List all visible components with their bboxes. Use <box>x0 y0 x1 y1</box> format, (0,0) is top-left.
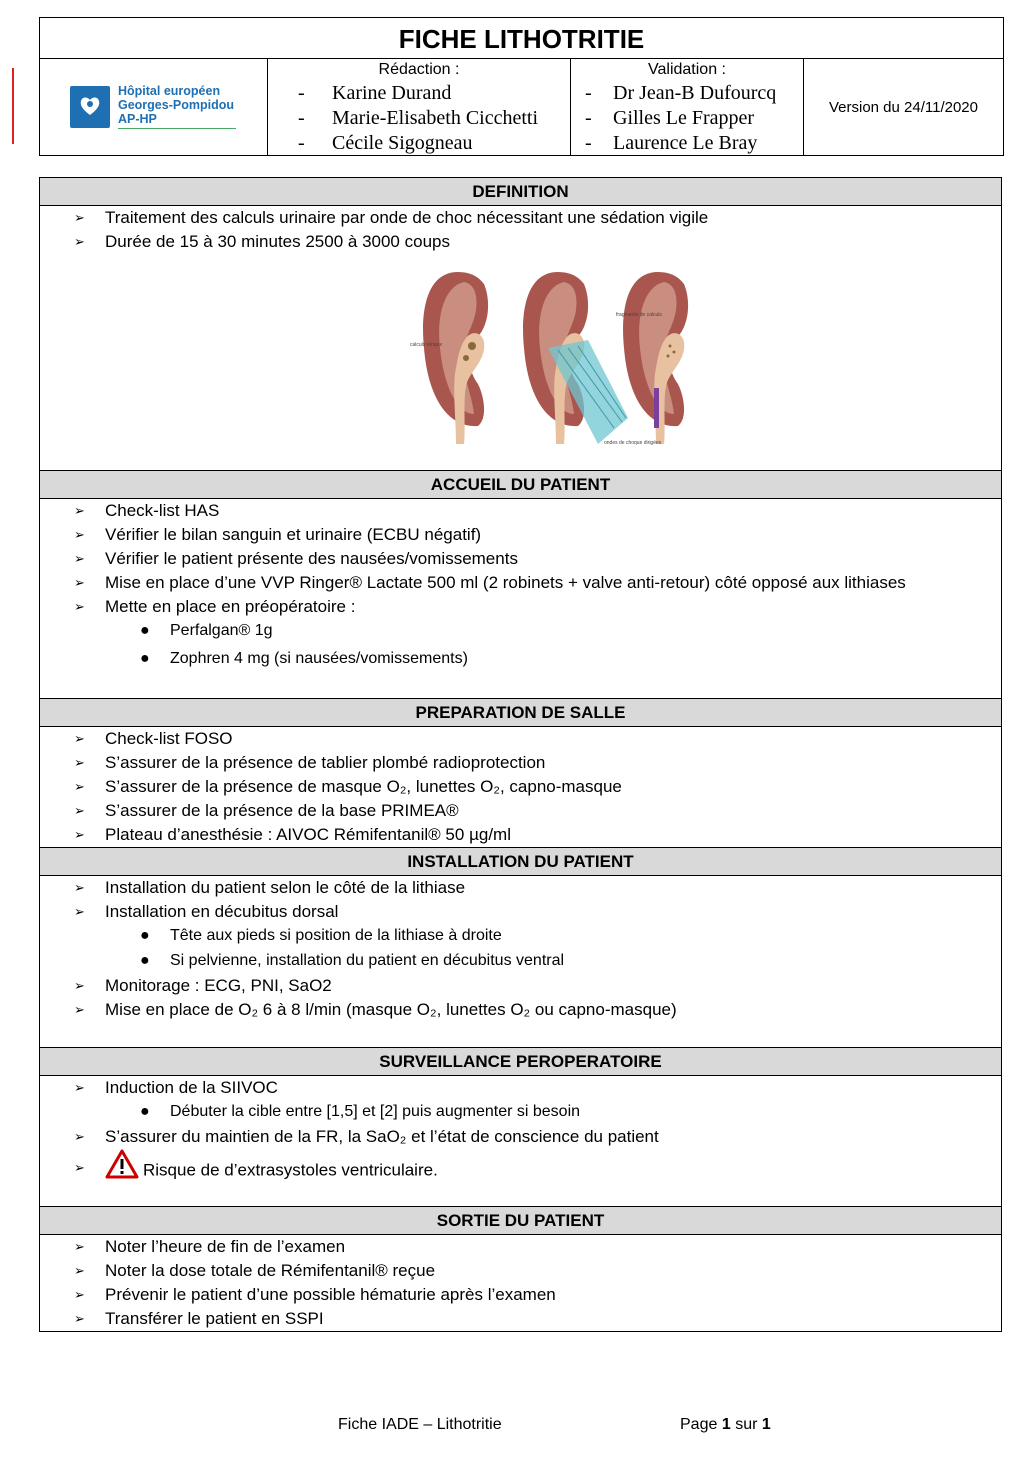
warning-triangle-icon <box>105 1149 139 1193</box>
validation-name: - Dr Jean-B Dufourcq <box>585 81 803 106</box>
bullet-dot-icon: ● <box>140 1103 150 1120</box>
sub-list-item: ● Si pelvienne, installation du patient en décubitus ventral <box>40 949 1001 974</box>
validation-name: - Laurence Le Bray <box>585 131 803 156</box>
arrow-bullet-icon: ➢ <box>74 551 85 566</box>
arrow-bullet-icon: ➢ <box>74 1160 85 1175</box>
section-title: SURVEILLANCE PEROPERATOIRE <box>40 1048 1001 1076</box>
list-item: ➢ Induction de la SIIVOC <box>40 1076 1001 1100</box>
list-item: ➢ Check-list FOSO <box>40 727 1001 751</box>
list-item: ➢ Mette en place en préopératoire : <box>40 595 1001 619</box>
section-title: PREPARATION DE SALLE <box>40 699 1001 727</box>
document-title: FICHE LITHOTRITIE <box>40 18 1003 59</box>
section-title: SORTIE DU PATIENT <box>40 1207 1001 1235</box>
arrow-bullet-icon: ➢ <box>74 978 85 993</box>
footer-title: Fiche IADE – Lithotritie <box>338 1416 502 1433</box>
arrow-bullet-icon: ➢ <box>74 1239 85 1254</box>
arrow-bullet-icon: ➢ <box>74 779 85 794</box>
list-item: ➢ Plateau d’anesthésie : AIVOC Rémifentanil® 50 µg/ml <box>40 823 1001 847</box>
hospital-logo <box>40 59 268 155</box>
list-item: ➢ Traitement des calculs urinaire par onde de choc nécessitant une sédation vigile <box>40 206 1001 230</box>
logo-text <box>118 84 234 126</box>
logo-line-3: AP-HP <box>118 112 157 126</box>
kidney-fragments-image <box>623 272 688 444</box>
section-preparation <box>39 698 1002 848</box>
logo-line-2: Georges-Pompidou <box>118 98 234 112</box>
logo-underline <box>118 128 236 129</box>
section-sortie <box>39 1206 1002 1332</box>
arrow-bullet-icon: ➢ <box>74 1287 85 1302</box>
section-accueil <box>39 470 1002 699</box>
list-item: ➢ Installation en décubitus dorsal <box>40 900 1001 924</box>
arrow-bullet-icon: ➢ <box>74 827 85 842</box>
arrow-bullet-icon: ➢ <box>74 755 85 770</box>
bullet-dot-icon: ● <box>140 927 150 944</box>
bullet-dot-icon: ● <box>140 622 150 639</box>
arrow-bullet-icon: ➢ <box>74 210 85 225</box>
bullet-dot-icon: ● <box>140 650 150 667</box>
warning-item: ➢ Risque de d’extrasystoles ventriculaire. <box>40 1149 1001 1187</box>
arrow-bullet-icon: ➢ <box>74 527 85 542</box>
section-title: ACCUEIL DU PATIENT <box>40 471 1001 499</box>
redaction-name: - Marie-Elisabeth Cicchetti <box>298 106 570 131</box>
sub-list-item: ● Débuter la cible entre [1,5] et [2] puis augmenter si besoin <box>40 1100 1001 1125</box>
section-definition <box>39 177 1002 471</box>
list-item: ➢ Installation du patient selon le côté de la lithiase <box>40 876 1001 900</box>
redaction-name: - Cécile Sigogneau <box>298 131 570 156</box>
arrow-bullet-icon: ➢ <box>74 1129 85 1144</box>
list-item: ➢ Check-list HAS <box>40 499 1001 523</box>
redaction-cell <box>268 59 571 155</box>
arrow-bullet-icon: ➢ <box>74 803 85 818</box>
arrow-bullet-icon: ➢ <box>74 880 85 895</box>
list-item: ➢ Prévenir le patient d’une possible hématurie après l’examen <box>40 1283 1001 1307</box>
arrow-bullet-icon: ➢ <box>74 503 85 518</box>
arrow-bullet-icon: ➢ <box>74 1080 85 1095</box>
arrow-bullet-icon: ➢ <box>74 904 85 919</box>
list-item: ➢ Vérifier le bilan sanguin et urinaire (ECBU négatif) <box>40 523 1001 547</box>
arrow-bullet-icon: ➢ <box>74 575 85 590</box>
redaction-name: - Karine Durand <box>298 81 570 106</box>
arrow-bullet-icon: ➢ <box>74 731 85 746</box>
bullet-dot-icon: ● <box>140 952 150 969</box>
kidney-lithotripsy-illustration <box>410 268 716 446</box>
list-item: ➢ Mise en place d’une VVP Ringer® Lactate 500 ml (2 robinets + valve anti-retour) côté opposé aux lithiases <box>40 571 1001 595</box>
margin-red-mark <box>12 68 14 144</box>
list-item: ➢ Transférer le patient en SSPI <box>40 1307 1001 1331</box>
redaction-label: Rédaction : <box>378 61 460 78</box>
validation-cell <box>571 59 804 155</box>
section-title: DEFINITION <box>40 178 1001 206</box>
validation-label: Validation : <box>648 61 726 78</box>
kidney-shock-wave-image <box>523 272 628 444</box>
list-item: ➢ S’assurer du maintien de la FR, la SaO₂ et l’état de conscience du patient <box>40 1125 1001 1149</box>
arrow-bullet-icon: ➢ <box>74 599 85 614</box>
figure-label-ondes: ondes de choque dirigées <box>604 440 662 446</box>
version-cell <box>804 59 1003 155</box>
arrow-bullet-icon: ➢ <box>74 1311 85 1326</box>
kidney-with-stones-image <box>423 272 488 444</box>
section-installation <box>39 847 1002 1048</box>
arrow-bullet-icon: ➢ <box>74 1002 85 1017</box>
list-item: ➢ Noter la dose totale de Rémifentanil® reçue <box>40 1259 1001 1283</box>
list-item: ➢ Mise en place de O₂ 6 à 8 l/min (masque O₂, lunettes O₂ ou capno-masque) <box>40 998 1001 1022</box>
list-item: ➢ S’assurer de la présence de masque O₂, lunettes O₂, capno-masque <box>40 775 1001 799</box>
list-item: ➢ S’assurer de la présence de la base PRIMEA® <box>40 799 1001 823</box>
sub-list-item: ● Zophren 4 mg (si nausées/vomissements) <box>40 647 1001 675</box>
heart-logo-icon <box>70 86 110 128</box>
list-item: ➢ Durée de 15 à 30 minutes 2500 à 3000 coups <box>40 230 1001 254</box>
validation-name: - Gilles Le Frapper <box>585 106 803 131</box>
document-header <box>39 17 1004 156</box>
list-item: ➢ S’assurer de la présence de tablier plombé radioprotection <box>40 751 1001 775</box>
list-item: ➢ Vérifier le patient présente des nausées/vomissements <box>40 547 1001 571</box>
arrow-bullet-icon: ➢ <box>74 1263 85 1278</box>
arrow-bullet-icon: ➢ <box>74 234 85 249</box>
list-item: ➢ Monitorage : ECG, PNI, SaO2 <box>40 974 1001 998</box>
section-surveillance <box>39 1047 1002 1207</box>
list-item: ➢ Noter l’heure de fin de l’examen <box>40 1235 1001 1259</box>
sub-list-item: ● Tête aux pieds si position de la lithiase à droite <box>40 924 1001 949</box>
section-title: INSTALLATION DU PATIENT <box>40 848 1001 876</box>
sub-list-item: ● Perfalgan® 1g <box>40 619 1001 647</box>
version-text: Version du 24/11/2020 <box>828 98 978 116</box>
figure-label-calculs: calculs rénaux <box>410 342 442 348</box>
figure-label-fragments: fragments de calculs <box>616 312 662 318</box>
footer-page-number: Page 1 sur 1 <box>680 1416 771 1433</box>
logo-line-1: Hôpital européen <box>118 84 221 98</box>
